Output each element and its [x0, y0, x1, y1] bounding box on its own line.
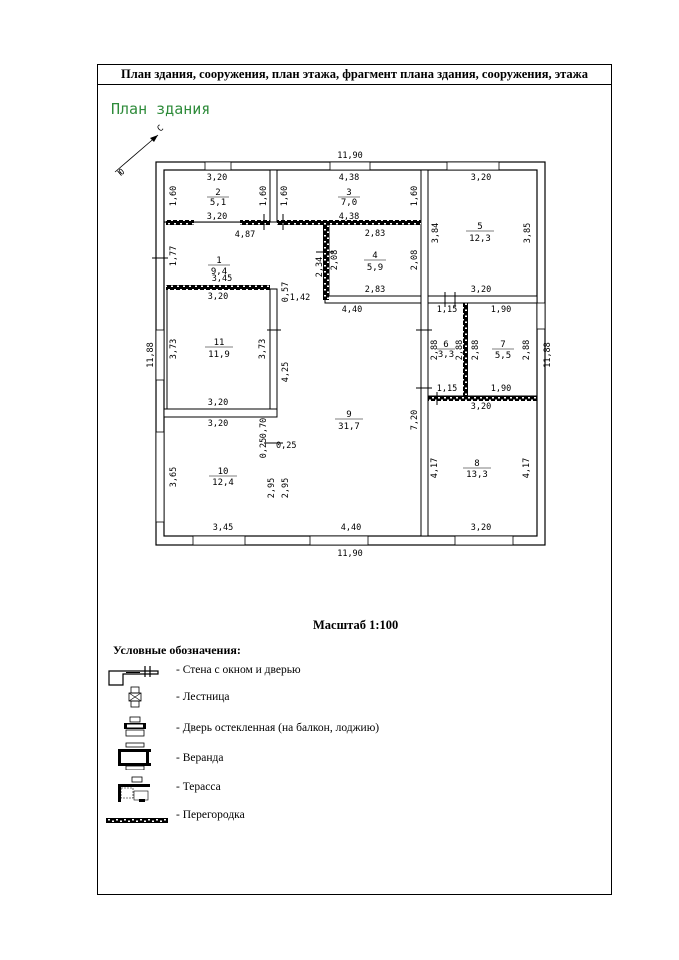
legend-title: Условные обозначения:: [113, 643, 241, 657]
dim-r10-left: 3,65: [169, 466, 179, 488]
dim-r7-bottom: 1,90: [490, 384, 512, 394]
dim-r10-bottom: 3,45: [212, 523, 234, 533]
room-6-area: 3,3: [437, 350, 455, 360]
dim-r2-bottom: 3,20: [206, 212, 228, 222]
dim-bottom-total: 11,90: [337, 549, 363, 559]
dim-r7-left: 2,88: [471, 339, 481, 361]
dim-r6-right: 2,88: [455, 339, 465, 361]
veranda-icon: [98, 742, 176, 770]
dim-025-b: 0,25: [276, 441, 297, 451]
dim-295-a: 2,95: [267, 477, 277, 499]
dim-r3-left: 1,60: [280, 185, 290, 207]
dimensions-vertical: [146, 186, 553, 498]
room-5-num: 5: [477, 222, 483, 232]
legend-label-terrace: - Терасса: [176, 781, 221, 793]
dim-440-top: 4,40: [341, 305, 363, 315]
room-6-num: 6: [443, 340, 449, 350]
dim-r8-left: 4,17: [430, 457, 440, 479]
room-10-num: 10: [217, 467, 229, 477]
room-4-num: 4: [372, 251, 378, 261]
dim-r6-bottom: 1,15: [436, 384, 458, 394]
room-7-area: 5,5: [494, 351, 512, 361]
dim-r5-left: 3,84: [431, 222, 441, 244]
room-11-area: 11,9: [208, 350, 230, 360]
room-5-area: 12,3: [469, 234, 491, 244]
room-3-num: 3: [346, 188, 352, 198]
dim-r11-top: 3,20: [207, 292, 229, 302]
dim-r6-left: 2,88: [430, 339, 440, 361]
dim-425: 4,25: [281, 361, 291, 383]
dim-r8-right: 4,17: [522, 457, 532, 479]
south-label: Ю: [116, 167, 127, 179]
dim-r9-right: 7,20: [410, 409, 420, 431]
legend-label-wall: - Стена с окном и дверью: [176, 664, 301, 676]
dim-left-total: 11,88: [146, 342, 156, 368]
dim-r3-top: 4,38: [338, 173, 360, 183]
room-10-area: 12,4: [212, 478, 234, 488]
legend-item-terrace: [98, 776, 498, 804]
dim-142: 1,42: [289, 293, 311, 303]
dim-r5-bottom: 3,20: [470, 285, 492, 295]
dim-r4-outer: 2,34: [315, 256, 325, 278]
room-2-area: 5,1: [209, 198, 227, 208]
dim-right-total: 11,88: [543, 342, 553, 368]
north-label: С: [155, 123, 166, 135]
room-9-num: 9: [346, 410, 352, 420]
dim-r11-bottom: 3,20: [207, 398, 229, 408]
room-2-num: 2: [215, 188, 221, 198]
dim-r4-bottom: 2,83: [364, 285, 386, 295]
plan-title: План здания: [111, 100, 211, 118]
dim-r3-right: 1,60: [410, 185, 420, 207]
legend-label-veranda: - Веранда: [176, 752, 224, 764]
terrace-icon: [98, 776, 176, 804]
dim-r2-top: 3,20: [206, 173, 228, 183]
room-3-area: 7,0: [340, 198, 358, 208]
room-8-area: 13,3: [466, 470, 488, 480]
stairs-icon: [98, 685, 176, 713]
dim-r7-top: 1,90: [490, 305, 512, 315]
dim-r4-left: 2,08: [330, 249, 340, 271]
dim-r5-top: 3,20: [470, 173, 492, 183]
room-1-num: 1: [216, 256, 222, 266]
dim-r1-bottom: 3,45: [211, 274, 233, 284]
dim-r6-top: 1,15: [436, 305, 458, 315]
legend-item-glazed-door: [98, 715, 498, 743]
dim-057: 0,57: [281, 281, 291, 303]
compass-arrow-icon: [115, 135, 158, 172]
legend-label-stairs: - Лестница: [176, 691, 230, 703]
dim-r4-right: 2,08: [410, 249, 420, 271]
dim-r11-left: 3,73: [169, 338, 179, 360]
dim-r3-bottom: 4,38: [338, 212, 360, 222]
dim-r2-right: 1,60: [259, 185, 269, 207]
partition-icon: [98, 805, 176, 833]
dim-025-a: 0,25: [259, 437, 269, 459]
legend-item-stairs: [98, 685, 498, 713]
dim-top-total: 11,90: [337, 151, 363, 161]
room-1-area: 9,4: [210, 267, 228, 277]
dim-r1-top: 4,87: [234, 230, 256, 240]
dim-r2-left: 1,60: [169, 185, 179, 207]
legend-item-veranda: [98, 742, 498, 770]
dim-070: 0,70: [259, 417, 269, 439]
legend-item-partition: [98, 805, 498, 833]
page-header: План здания, сооружения, план этажа, фрагмент плана здания, сооружения, этажа: [98, 65, 611, 85]
dim-r8-top: 3,20: [470, 402, 492, 412]
dim-r7-right: 2,88: [522, 339, 532, 361]
dim-440-bottom: 4,40: [340, 523, 362, 533]
dim-r1-left: 1,77: [169, 245, 179, 267]
dim-r10-top: 3,20: [207, 419, 229, 429]
room-8-num: 8: [474, 459, 480, 469]
room-9-area: 31,7: [338, 422, 360, 432]
dim-r8-bottom: 3,20: [470, 523, 492, 533]
room-4-area: 5,9: [366, 263, 384, 273]
dim-r4-top: 2,83: [364, 229, 386, 239]
legend-label-glazed-door: - Дверь остекленная (на балкон, лоджию): [176, 722, 380, 734]
room-11-num: 11: [213, 338, 225, 348]
glazed-door-icon: [98, 715, 176, 743]
dim-r11-right: 3,73: [258, 338, 268, 360]
room-7-num: 7: [500, 340, 506, 350]
dim-295-b: 2,95: [281, 477, 291, 499]
scale-label: Масштаб 1:100: [313, 618, 399, 632]
dim-r5-right: 3,85: [523, 222, 533, 244]
legend-label-partition: - Перегородка: [176, 809, 245, 821]
